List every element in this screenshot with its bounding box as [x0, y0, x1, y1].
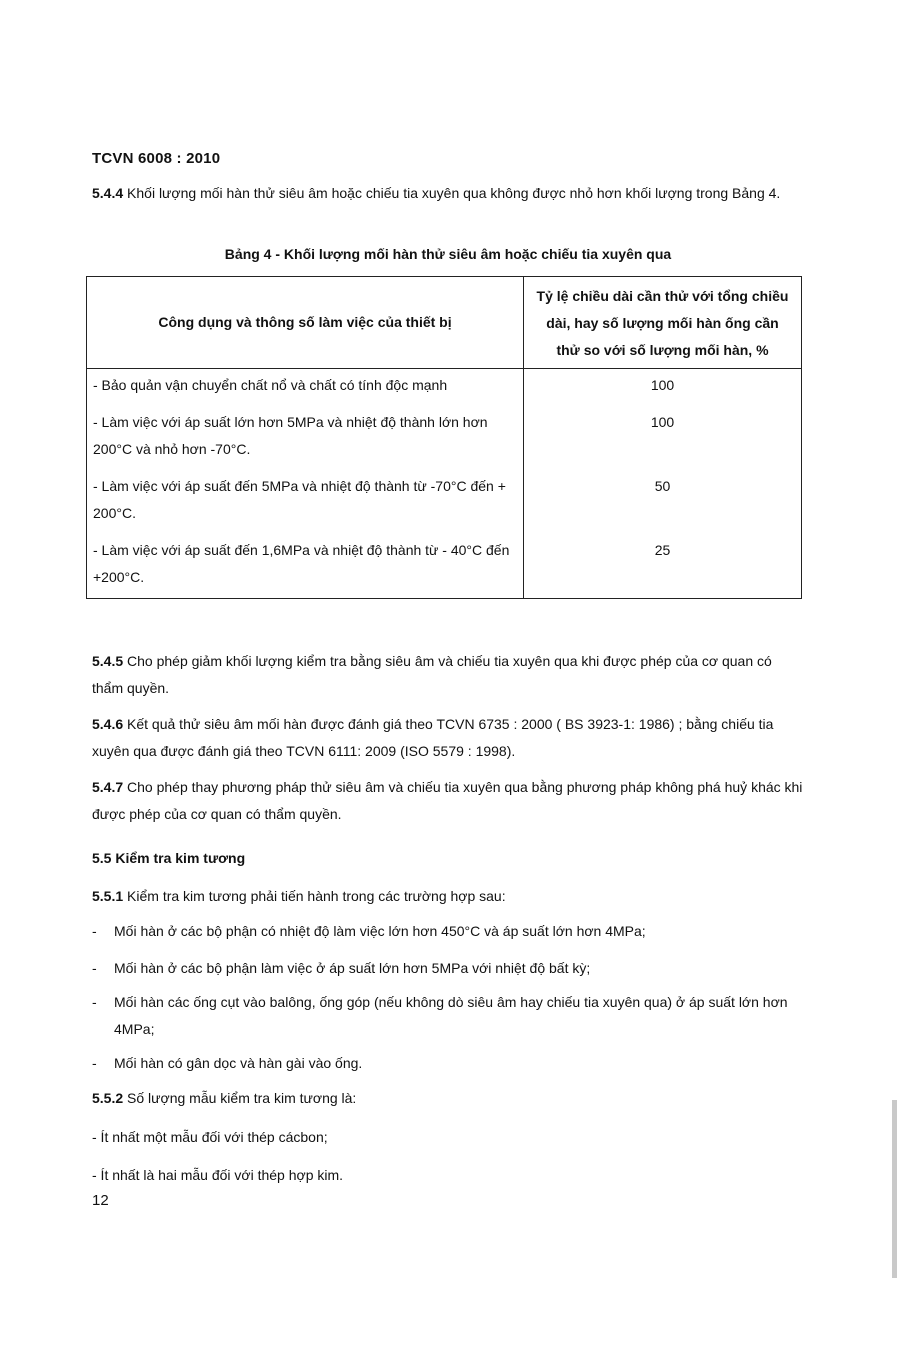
list-item — [92, 955, 804, 982]
table-cell-desc: - Làm việc với áp suất đến 1,6MPa và nhiệt độ thành từ - 40°C đến +200°C. — [87, 534, 524, 599]
clause-5-5-2 — [92, 1085, 804, 1112]
table-row — [87, 534, 802, 599]
clause-5-4-5 — [92, 648, 804, 702]
clause-number: 5.4.7 — [92, 779, 124, 795]
table-header-col2: Tỷ lệ chiều dài cần thử với tổng chiều dài, hay số lượng mối hàn ống cần thử so với số lượng mối hàn, % — [524, 277, 802, 369]
table-cell-desc: - Làm việc với áp suất lớn hơn 5MPa và nhiệt độ thành lớn hơn 200°C và nhỏ hơn -70°C. — [87, 406, 524, 470]
table-row — [87, 369, 802, 407]
list-item — [92, 1050, 804, 1077]
page-number: 12 — [92, 1192, 109, 1209]
clause-number: 5.5.1 — [92, 888, 124, 904]
table-row — [87, 470, 802, 534]
standard-code: TCVN 6008 : 2010 — [92, 150, 221, 167]
scan-edge-shadow — [892, 1100, 897, 1278]
table-cell-value: 25 — [524, 534, 802, 599]
clause-5-4-4 — [92, 180, 804, 207]
clause-text: Kết quả thử siêu âm mối hàn được đánh giá theo TCVN 6735 : 2000 ( BS 3923-1: 1986) ; bằng chiếu tia xuyên qua được đánh giá theo TCVN 6111: 2009 (ISO 5579 : 1998). — [92, 716, 774, 759]
table-cell-value: 50 — [524, 470, 802, 534]
list-item-text: Mối hàn các ống cụt vào balông, ống góp (nếu không dò siêu âm hay chiếu tia xuyên qua) ở áp suất lớn hơn 4MPa; — [114, 994, 788, 1037]
list-item-text: Mối hàn có gân dọc và hàn gài vào ống. — [114, 1055, 363, 1071]
bullet-dash: - — [92, 923, 97, 939]
clause-text: Số lượng mẫu kiểm tra kim tương là: — [123, 1090, 357, 1106]
list-item-text: Mối hàn ở các bộ phận làm việc ở áp suất lớn hơn 5MPa với nhiệt độ bất kỳ; — [114, 960, 591, 976]
table-row — [87, 406, 802, 470]
list-item: - Ít nhất là hai mẫu đối với thép hợp kim. — [92, 1167, 344, 1183]
table-cell-desc: - Bảo quản vận chuyển chất nổ và chất có tính độc mạnh — [87, 369, 524, 407]
table-caption: Bảng 4 - Khối lượng mối hàn thử siêu âm hoặc chiếu tia xuyên qua — [224, 246, 672, 262]
list-item — [92, 918, 804, 945]
table-cell-value: 100 — [524, 369, 802, 407]
section-heading-5-5: 5.5 Kiểm tra kim tương — [92, 850, 246, 866]
table-header-col1: Công dụng và thông số làm việc của thiết bị — [87, 277, 524, 369]
clause-text: Cho phép thay phương pháp thử siêu âm và chiếu tia xuyên qua bằng phương pháp không phá huỷ khác khi được phép của cơ quan có thẩm quyền. — [92, 779, 803, 822]
bullet-dash: - — [92, 994, 97, 1010]
bullet-dash: - — [92, 960, 97, 976]
clause-5-5-1 — [92, 883, 804, 910]
clause-5-4-6 — [92, 711, 804, 765]
clause-number: 5.5.2 — [92, 1090, 124, 1106]
table-header-row — [87, 277, 802, 369]
clause-text: Khối lượng mối hàn thử siêu âm hoặc chiếu tia xuyên qua không được nhỏ hơn khối lượng trong Bảng 4. — [123, 185, 781, 201]
clause-number: 5.4.5 — [92, 653, 124, 669]
clause-number: 5.4.4 — [92, 185, 124, 201]
list-item-text: Mối hàn ở các bộ phận có nhiệt độ làm việc lớn hơn 450°C và áp suất lớn hơn 4MPa; — [114, 923, 646, 939]
table-4 — [86, 276, 802, 599]
clause-number: 5.4.6 — [92, 716, 124, 732]
table-cell-value: 100 — [524, 406, 802, 470]
list-item: - Ít nhất một mẫu đối với thép cácbon; — [92, 1129, 328, 1145]
clause-text: Cho phép giảm khối lượng kiểm tra bằng siêu âm và chiếu tia xuyên qua khi được phép của cơ quan có thẩm quyền. — [92, 653, 772, 696]
list-item — [92, 989, 804, 1043]
clause-5-4-7 — [92, 774, 804, 828]
bullet-dash: - — [92, 1055, 97, 1071]
clause-text: Kiểm tra kim tương phải tiến hành trong các trường hợp sau: — [123, 888, 506, 904]
table-cell-desc: - Làm việc với áp suất đến 5MPa và nhiệt độ thành từ -70°C đến + 200°C. — [87, 470, 524, 534]
